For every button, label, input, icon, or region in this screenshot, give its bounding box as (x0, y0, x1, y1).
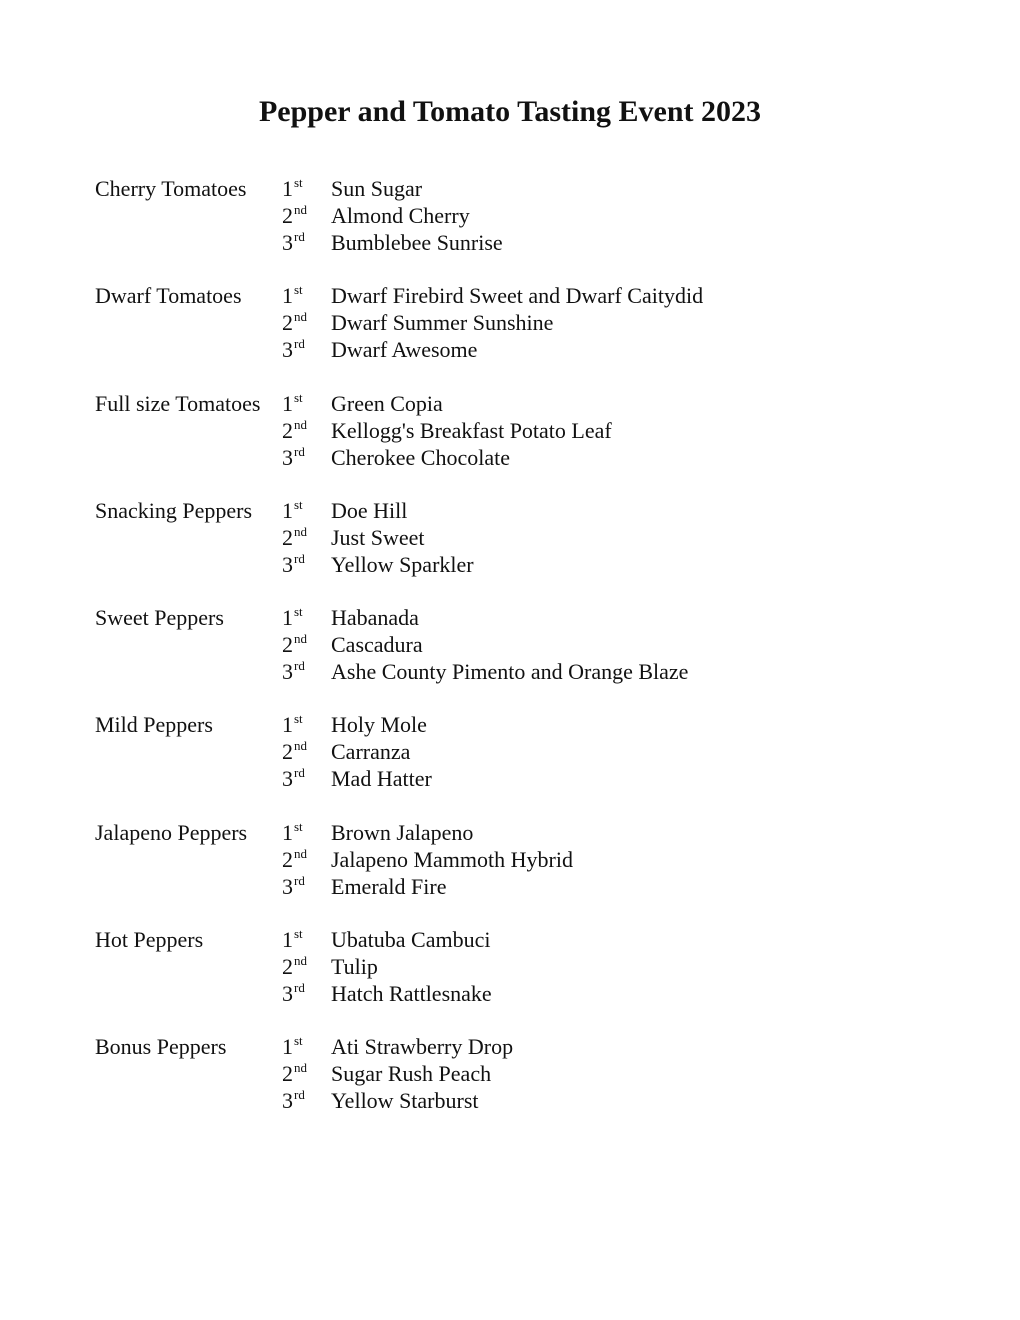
variety-name: Yellow Sparkler (331, 551, 474, 577)
rank-suffix: st (294, 175, 303, 190)
variety-name: Tulip (331, 954, 378, 980)
winner-row (95, 953, 975, 980)
rank-number: 1 (282, 819, 293, 845)
winner-row (95, 202, 975, 229)
winner-row (95, 175, 975, 202)
category-label: Dwarf Tomatoes (95, 283, 242, 309)
rank-number: 2 (282, 632, 293, 658)
variety-name: Dwarf Awesome (331, 337, 478, 363)
rank-suffix: rd (294, 980, 305, 996)
winner-row (95, 846, 975, 873)
rank-suffix: nd (294, 202, 307, 217)
rank (282, 336, 305, 366)
winner-row (95, 980, 975, 1007)
category-label: Snacking Peppers (95, 497, 253, 523)
rank-number: 1 (282, 712, 293, 738)
winner-row (95, 711, 975, 738)
rank-suffix: rd (294, 336, 305, 352)
variety-name: Sun Sugar (331, 176, 423, 201)
variety-name: Emerald Fire (331, 873, 447, 899)
rank-number: 3 (282, 1088, 293, 1114)
category-label: Hot Peppers (95, 927, 204, 953)
rank-suffix: rd (294, 443, 305, 459)
category-group (95, 926, 975, 1033)
rank (282, 309, 307, 339)
rank (282, 175, 303, 205)
rank-number: 3 (282, 551, 293, 577)
rank-number: 2 (282, 417, 293, 443)
category-group (95, 497, 975, 604)
winner-row (95, 658, 975, 685)
rank-number: 2 (282, 203, 293, 228)
category-group (95, 604, 975, 711)
winner-row (95, 524, 975, 551)
results-list (95, 175, 975, 1141)
rank-suffix: st (294, 926, 303, 942)
winner-row (95, 1033, 975, 1060)
rank (282, 1033, 303, 1063)
variety-name: Dwarf Summer Sunshine (331, 310, 554, 336)
category-group (95, 175, 975, 282)
winner-row (95, 390, 975, 417)
category-label: Full size Tomatoes (95, 390, 261, 416)
variety-name: Yellow Starburst (331, 1088, 479, 1114)
variety-name: Hatch Rattlesnake (331, 981, 492, 1007)
variety-name: Ubatuba Cambuci (331, 927, 491, 953)
rank-number: 1 (282, 605, 293, 631)
winner-row (95, 1087, 975, 1114)
variety-name: Sugar Rush Peach (331, 1061, 492, 1087)
rank-number: 1 (282, 927, 293, 953)
rank (282, 202, 307, 232)
rank-suffix: st (294, 818, 303, 834)
rank (282, 658, 305, 688)
rank (282, 926, 303, 956)
rank (282, 551, 305, 581)
variety-name: Cascadura (331, 632, 423, 658)
rank-suffix: st (294, 1033, 303, 1049)
rank-number: 3 (282, 444, 293, 470)
winner-row (95, 444, 975, 471)
rank-suffix: nd (294, 631, 307, 647)
variety-name: Brown Jalapeno (331, 819, 474, 845)
winner-row (95, 926, 975, 953)
category-group (95, 1033, 975, 1140)
winner-row (95, 309, 975, 336)
rank (282, 444, 305, 474)
rank-suffix: rd (294, 229, 305, 244)
rank-number: 2 (282, 524, 293, 550)
rank (282, 497, 303, 527)
variety-name: Mad Hatter (331, 766, 432, 792)
rank (282, 1087, 305, 1117)
variety-name: Kellogg's Breakfast Potato Leaf (331, 417, 612, 443)
winner-row (95, 336, 975, 363)
rank-number: 2 (282, 846, 293, 872)
winner-row (95, 1060, 975, 1087)
rank-suffix: st (294, 389, 303, 405)
variety-name: Habanada (331, 605, 419, 631)
rank (282, 417, 307, 447)
rank-suffix: rd (294, 765, 305, 781)
rank-number: 1 (282, 1034, 293, 1060)
rank (282, 524, 307, 554)
rank (282, 873, 305, 903)
winner-row (95, 229, 975, 256)
winner-row (95, 819, 975, 846)
rank (282, 229, 305, 259)
category-label: Cherry Tomatoes (95, 176, 247, 201)
rank-suffix: st (294, 496, 303, 512)
rank-suffix: st (294, 604, 303, 620)
winner-row (95, 738, 975, 765)
rank-suffix: nd (294, 309, 307, 325)
rank-number: 3 (282, 337, 293, 363)
rank (282, 980, 305, 1010)
rank-suffix: rd (294, 658, 305, 674)
rank (282, 819, 303, 849)
rank (282, 390, 303, 420)
variety-name: Just Sweet (331, 524, 425, 550)
rank-suffix: rd (294, 872, 305, 888)
variety-name: Doe Hill (331, 497, 408, 523)
variety-name: Ati Strawberry Drop (331, 1034, 514, 1060)
category-label: Mild Peppers (95, 712, 213, 738)
category-label: Sweet Peppers (95, 605, 224, 631)
rank-number: 2 (282, 310, 293, 336)
rank-suffix: st (294, 711, 303, 727)
category-group (95, 711, 975, 818)
winner-row (95, 631, 975, 658)
rank (282, 604, 303, 634)
category-label: Jalapeno Peppers (95, 819, 248, 845)
variety-name: Ashe County Pimento and Orange Blaze (331, 659, 689, 685)
category-label: Bonus Peppers (95, 1034, 227, 1060)
variety-name: Bumblebee Sunrise (331, 230, 503, 255)
winner-row (95, 417, 975, 444)
winner-row (95, 282, 975, 309)
rank (282, 738, 307, 768)
rank-suffix: rd (294, 1087, 305, 1103)
winner-row (95, 604, 975, 631)
winner-row (95, 497, 975, 524)
rank-number: 3 (282, 981, 293, 1007)
rank-suffix: nd (294, 1060, 307, 1076)
rank-number: 3 (282, 766, 293, 792)
rank-suffix: nd (294, 738, 307, 754)
winner-row (95, 873, 975, 900)
rank-number: 3 (282, 230, 293, 255)
rank (282, 282, 303, 312)
rank-suffix: rd (294, 550, 305, 566)
rank-suffix: st (294, 282, 303, 298)
rank (282, 1060, 307, 1090)
rank (282, 846, 307, 876)
rank-suffix: nd (294, 523, 307, 539)
rank-number: 2 (282, 1061, 293, 1087)
category-group (95, 819, 975, 926)
rank-suffix: nd (294, 845, 307, 861)
rank-number: 2 (282, 954, 293, 980)
category-group (95, 390, 975, 497)
variety-name: Carranza (331, 739, 411, 765)
variety-name: Cherokee Chocolate (331, 444, 510, 470)
rank (282, 765, 305, 795)
rank (282, 711, 303, 741)
variety-name: Green Copia (331, 390, 443, 416)
rank-number: 1 (282, 497, 293, 523)
rank-number: 1 (282, 390, 293, 416)
variety-name: Dwarf Firebird Sweet and Dwarf Caitydid (331, 283, 704, 309)
rank-suffix: nd (294, 953, 307, 969)
winner-row (95, 765, 975, 792)
variety-name: Holy Mole (331, 712, 427, 738)
rank-suffix: nd (294, 416, 307, 432)
page-title: Pepper and Tomato Tasting Event 2023 (258, 95, 762, 128)
winner-row (95, 551, 975, 578)
rank-number: 1 (282, 283, 293, 309)
rank-number: 3 (282, 873, 293, 899)
variety-name: Jalapeno Mammoth Hybrid (331, 846, 573, 872)
variety-name: Almond Cherry (331, 203, 470, 228)
rank (282, 631, 307, 661)
rank-number: 3 (282, 659, 293, 685)
rank-number: 1 (282, 176, 293, 201)
rank (282, 953, 307, 983)
category-group (95, 282, 975, 389)
rank-number: 2 (282, 739, 293, 765)
